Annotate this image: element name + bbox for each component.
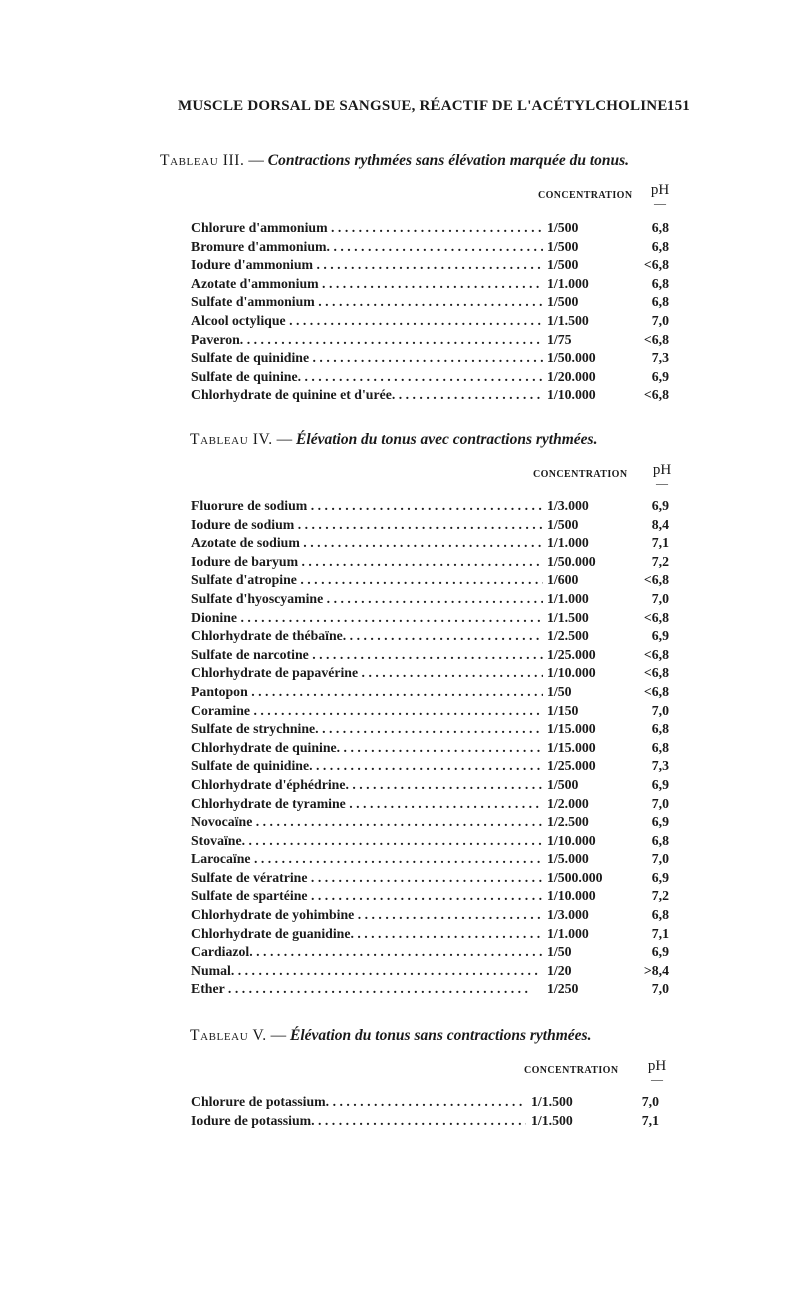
row-concentration: 1/600 [547, 572, 579, 588]
row-substance: Fluorure de sodium . . . [191, 497, 543, 516]
row-ph: 7,0 [651, 702, 669, 718]
row-ph: 7,0 [651, 312, 669, 328]
row-concentration: 1/20.000 [547, 368, 596, 384]
row-concentration: 1/10.000 [547, 665, 596, 681]
row-ph: 7,3 [651, 758, 669, 774]
row-concentration: 1/25.000 [547, 758, 596, 774]
row-concentration: 1/3.000 [547, 498, 589, 513]
row-ph: 6,9 [651, 944, 669, 960]
row-ph: 7,2 [651, 888, 669, 904]
row-concentration: 1/2.000 [547, 795, 589, 811]
table-3-title: Contractions rythmées sans élévation marquée du tonus. [267, 152, 630, 169]
table-3-caption [160, 152, 629, 170]
row-concentration: 1/15.000 [547, 721, 596, 737]
row-concentration: 1/3.000 [547, 907, 589, 923]
row-ph: 6,8 [651, 832, 669, 848]
row-substance: Sulfate de vératrine . . . [191, 869, 543, 888]
row-concentration: 1/1.000 [547, 590, 589, 606]
row-substance: Chlorure de potassium. . . . [191, 1093, 526, 1112]
row-concentration: 1/1.000 [547, 275, 589, 291]
row-concentration: 1/1.000 [547, 535, 589, 551]
row-substance: Chlorhydrate de quinine et d'urée. . . . [191, 386, 543, 405]
row-concentration: 1/500 [547, 776, 579, 792]
row-ph: 6,8 [651, 275, 669, 291]
table-4-separator: — [276, 431, 293, 448]
row-ph: 6,9 [651, 628, 669, 644]
table-4-title: Élévation du tonus avec contractions rythmées. [296, 431, 598, 448]
row-concentration: 1/50.000 [547, 350, 596, 366]
row-ph: 7,0 [651, 590, 669, 606]
running-head [178, 98, 690, 115]
row-ph: 6,8 [651, 220, 669, 235]
table-5-separator: — [270, 1027, 287, 1044]
row-substance: Numal. . . . [191, 962, 543, 981]
row-substance: Sulfate de quinine. . . . [191, 368, 543, 387]
row-ph: 6,9 [651, 368, 669, 384]
row-substance: Azotate d'ammonium . . . [191, 275, 543, 294]
row-substance: Stovaïne. . . . [191, 832, 543, 851]
table-3-label: Tableau III. [160, 152, 245, 169]
row-ph: 7,0 [651, 981, 669, 997]
row-ph: 7,3 [651, 350, 669, 366]
row-ph: 7,0 [651, 795, 669, 811]
row-substance: Sulfate de quinidine . . . [191, 349, 543, 368]
table-3-separator: — [248, 152, 264, 169]
row-concentration: 1/1.000 [547, 925, 589, 941]
row-substance: Chlorhydrate d'éphédrine. . . . [191, 776, 543, 795]
row-substance: Dionine . . . [191, 609, 543, 628]
row-substance: Chlorhydrate de yohimbine . . . [191, 906, 543, 925]
row-ph: >8,4 [643, 962, 669, 978]
table-5-title: Élévation du tonus sans contractions rythmées. [290, 1027, 592, 1044]
row-concentration: 1/500 [547, 257, 579, 273]
row-substance: Iodure d'ammonium . . . [191, 256, 543, 275]
row-ph: 7,0 [651, 851, 669, 867]
row-ph: <6,8 [643, 665, 669, 681]
row-substance: Bromure d'ammonium. . . . [191, 238, 543, 257]
row-concentration: 1/500 [547, 220, 579, 235]
row-ph: 6,8 [651, 238, 669, 254]
row-ph: 6,8 [651, 907, 669, 923]
table-5-label: Tableau V. [190, 1027, 267, 1044]
row-substance: Sulfate de strychnine. . . . [191, 720, 543, 739]
row-substance: Coramine . . . [191, 702, 543, 721]
page-number: 151 [666, 98, 690, 114]
row-substance: Pantopon . . . [191, 683, 543, 702]
row-concentration: 1/2.500 [547, 814, 589, 830]
row-concentration: 1/50 [547, 683, 572, 699]
row-substance: Azotate de sodium . . . [191, 534, 543, 553]
row-ph: 7,1 [651, 535, 669, 551]
row-ph: <6,8 [643, 387, 669, 403]
row-ph: 6,8 [651, 294, 669, 310]
row-concentration: 1/5.000 [547, 851, 589, 867]
row-substance: Novocaïne . . . [191, 813, 543, 832]
row-ph: 7,0 [641, 1094, 659, 1109]
row-substance: Alcool octylique . . . [191, 312, 543, 331]
row-ph: 7,1 [641, 1112, 659, 1128]
row-substance: Ether . . . [191, 980, 543, 999]
row-substance: Iodure de sodium . . . [191, 516, 543, 535]
row-concentration: 1/500 [547, 238, 579, 254]
table-4-ph-header: pH — [652, 462, 672, 490]
row-concentration: 1/15.000 [547, 739, 596, 755]
row-concentration: 1/250 [547, 981, 579, 997]
row-ph: 7,2 [651, 553, 669, 569]
row-concentration: 1/500 [547, 516, 579, 532]
row-ph: <6,8 [643, 683, 669, 699]
row-substance: Larocaïne . . . [191, 850, 543, 869]
row-concentration: 1/500 [547, 294, 579, 310]
row-substance: Chlorhydrate de tyramine . . . [191, 795, 543, 814]
row-ph: <6,8 [643, 572, 669, 588]
row-ph: 6,8 [651, 739, 669, 755]
row-concentration: 1/20 [547, 962, 572, 978]
row-concentration: 1/10.000 [547, 888, 596, 904]
row-concentration: 1/1.500 [547, 312, 589, 328]
row-concentration: 1/10.000 [547, 832, 596, 848]
row-concentration: 1/10.000 [547, 387, 596, 403]
row-ph: 6,9 [651, 869, 669, 885]
row-substance: Sulfate d'atropine . . . [191, 571, 543, 590]
row-ph: 6,9 [651, 498, 669, 513]
row-substance: Iodure de potassium. . . . [191, 1112, 526, 1131]
row-ph: <6,8 [643, 646, 669, 662]
row-concentration: 1/2.500 [547, 628, 589, 644]
row-ph: <6,8 [643, 257, 669, 273]
row-concentration: 1/25.000 [547, 646, 596, 662]
row-substance: Sulfate de narcotine . . . [191, 646, 543, 665]
row-ph: <6,8 [643, 609, 669, 625]
row-substance: Chlorhydrate de guanidine. . . . [191, 925, 543, 944]
row-concentration: 1/150 [547, 702, 579, 718]
table-3-concentration-header: CONCENTRATION [538, 190, 633, 201]
row-concentration: 1/1.500 [531, 1112, 573, 1128]
row-concentration: 1/75 [547, 331, 572, 347]
row-substance: Chlorure d'ammonium . . . [191, 219, 543, 238]
row-substance: Chlorhydrate de papavérine . . . [191, 664, 543, 683]
row-ph: 6,9 [651, 814, 669, 830]
table-5-concentration-header: CONCENTRATION [524, 1065, 619, 1076]
row-substance: Sulfate d'ammonium . . . [191, 293, 543, 312]
row-concentration: 1/1.500 [531, 1094, 573, 1109]
row-ph: 6,8 [651, 721, 669, 737]
table-4-caption [190, 431, 597, 449]
table-5-caption [190, 1027, 591, 1045]
row-substance: Sulfate de spartéine . . . [191, 887, 543, 906]
row-concentration: 1/50 [547, 944, 572, 960]
row-substance: Chlorhydrate de thébaïne. . . . [191, 627, 543, 646]
row-substance: Cardiazol. . . . [191, 943, 543, 962]
row-ph: 7,1 [651, 925, 669, 941]
row-concentration: 1/1.500 [547, 609, 589, 625]
table-4-concentration-header: CONCENTRATION [533, 469, 628, 480]
row-concentration: 1/500.000 [547, 869, 603, 885]
row-ph: 8,4 [651, 516, 669, 532]
running-title: MUSCLE DORSAL DE SANGSUE, RÉACTIF DE L'ACÉTYLCHOLINE [178, 98, 668, 114]
table-3-ph-header: pH — [650, 182, 670, 210]
row-substance: Paveron. . . . [191, 331, 543, 350]
row-substance: Sulfate d'hyoscyamine . . . [191, 590, 543, 609]
row-ph: <6,8 [643, 331, 669, 347]
row-substance: Iodure de baryum . . . [191, 553, 543, 572]
row-substance: Sulfate de quinidine. . . . [191, 757, 543, 776]
table-4-label: Tableau IV. [190, 431, 273, 448]
row-ph: 6,9 [651, 776, 669, 792]
table-5-ph-header: pH — [647, 1058, 667, 1086]
row-substance: Chlorhydrate de quinine. . . . [191, 739, 543, 758]
row-concentration: 1/50.000 [547, 553, 596, 569]
